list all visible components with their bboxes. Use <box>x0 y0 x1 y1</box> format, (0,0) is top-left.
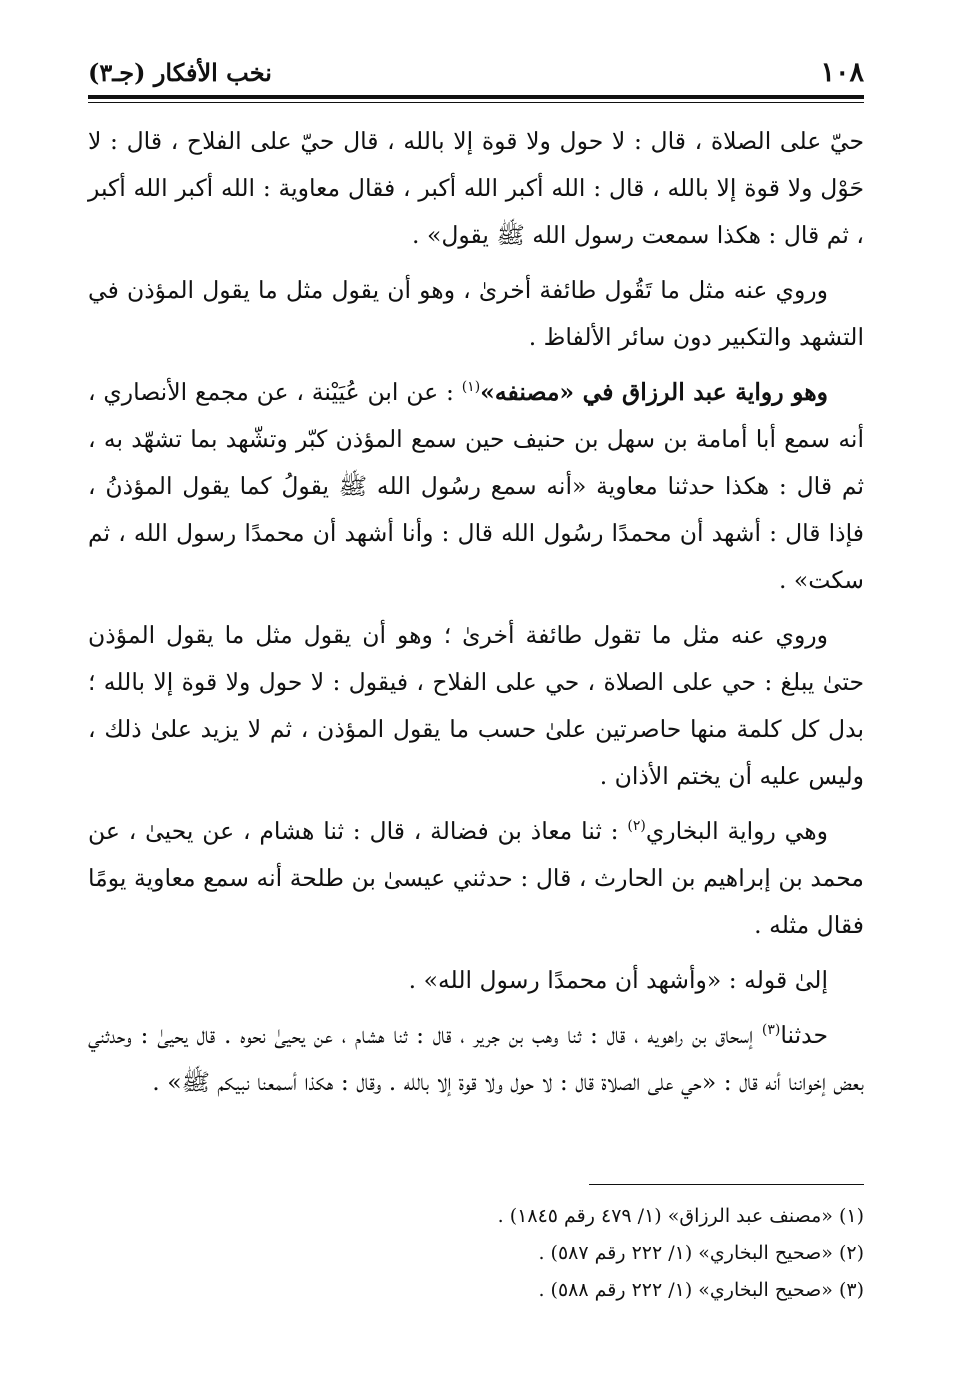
paragraph-5 <box>88 808 864 949</box>
paragraph-7 <box>88 1012 864 1106</box>
paragraph-4: وروي عنه مثل ما تقول طائفة أخرىٰ ؛ وهو أن يقول مثل ما يقول المؤذن حتىٰ يبلغ : حي على الصلاة ، حي على الفلاح ، فيقول : لا حول ولا قوة إلا بالله ؛ بدل كل كلمة منها حاصرتين علىٰ حسب ما يقول المؤذن ، ثم لا يزيد علىٰ ذلك ، وليس عليه أن يختم الأذان . <box>88 621 864 790</box>
footnote-marker-2: (٢) <box>627 818 646 835</box>
paragraph-2: وروي عنه مثل ما تَقُول طائفة أخرىٰ ، وهو أن يقول مثل ما يقول المؤذن في التشهد والتكبير دون سائر الألفاظ . <box>88 276 864 351</box>
paragraph-3 <box>88 369 864 604</box>
main-text <box>88 118 864 1114</box>
paragraph-6: إلىٰ قوله : «وأشهد أن محمدًا رسول الله» . <box>408 966 828 994</box>
footnotes <box>88 1198 864 1309</box>
footnote-3: (٣) «صحيح البخاري» (١/ ٢٢٢ رقم ٥٨٨) . <box>538 1279 864 1301</box>
header-rule-thick <box>88 95 864 99</box>
source-title-abdulrazzaq: وهو رواية عبد الرزاق في «مصنفه» <box>480 378 828 406</box>
footnote-marker-1: (١) <box>461 379 481 396</box>
footnote-separator <box>589 1184 864 1185</box>
paragraph-1: حيّ على الصلاة ، قال : لا حول ولا قوة إلا بالله ، قال حيّ على الفلاح ، قال : لا حَوْل ولا قوة إلا بالله ، قال : الله أكبر الله أكبر ، فقال معاوية : الله أكبر الله أكبر ، ثم قال : هكذا سمعت رسول الله ﷺ يقول» . <box>88 127 864 249</box>
running-title: نخب الأفكار (جـ٣) <box>88 57 272 87</box>
paragraph-5-lead: وهي رواية البخاري <box>645 817 828 845</box>
paragraph-5-text: : ثنا معاذ بن فضالة ، قال : ثنا هشام ، عن يحيىٰ ، عن محمد بن إبراهيم بن الحارث ، قال : حدثني عيسىٰ بن طلحة أنه سمع معاوية يومًا فقال مثله . <box>88 817 864 939</box>
paragraph-3-text: : عن ابن عُيَيْنة ، عن مجمع الأنصاري ، أنه سمع أبا أمامة بن سهل بن حنيف حين سمع المؤذن كبّر وتشّهد بما تشهّد به ، ثم قال : هكذا حدثنا معاوية «أنه سمع رسُول الله ﷺ يقولُ كما يقول المؤذنُ ، فإذا قال : أشهد أن محمدًا رسُول الله قال : وأنا أشهد أن محمدًا رسول الله ، ثم سكت» . <box>88 378 864 594</box>
page-header <box>88 52 864 92</box>
paragraph-7-lead: حدثنا <box>780 1021 828 1049</box>
footnote-marker-3: (٣) <box>761 1022 781 1039</box>
page-number: ١٠٨ <box>820 56 864 88</box>
paragraph-7-text: إسحاق بن راهويه ، قال : ثنا وهب بن جرير ، قال : ثنا هشام ، عن يحيىٰ نحوه . قال يحيىٰ : وحدثني بعض إخواننا أنه قال : «حي على الصلاة قال : لا حول ولا قوة إلا بالله . وقال : هكذا أسمعنا نبيكم ﷺ» . <box>88 1021 864 1096</box>
footnote-2: (٢) «صحيح البخاري» (١/ ٢٢٢ رقم ٥٨٧) . <box>538 1242 864 1264</box>
header-rule-thin <box>88 102 864 103</box>
footnote-1: (١) «مصنف عبد الرزاق» (١/ ٤٧٩ رقم ١٨٤٥) . <box>497 1205 864 1227</box>
